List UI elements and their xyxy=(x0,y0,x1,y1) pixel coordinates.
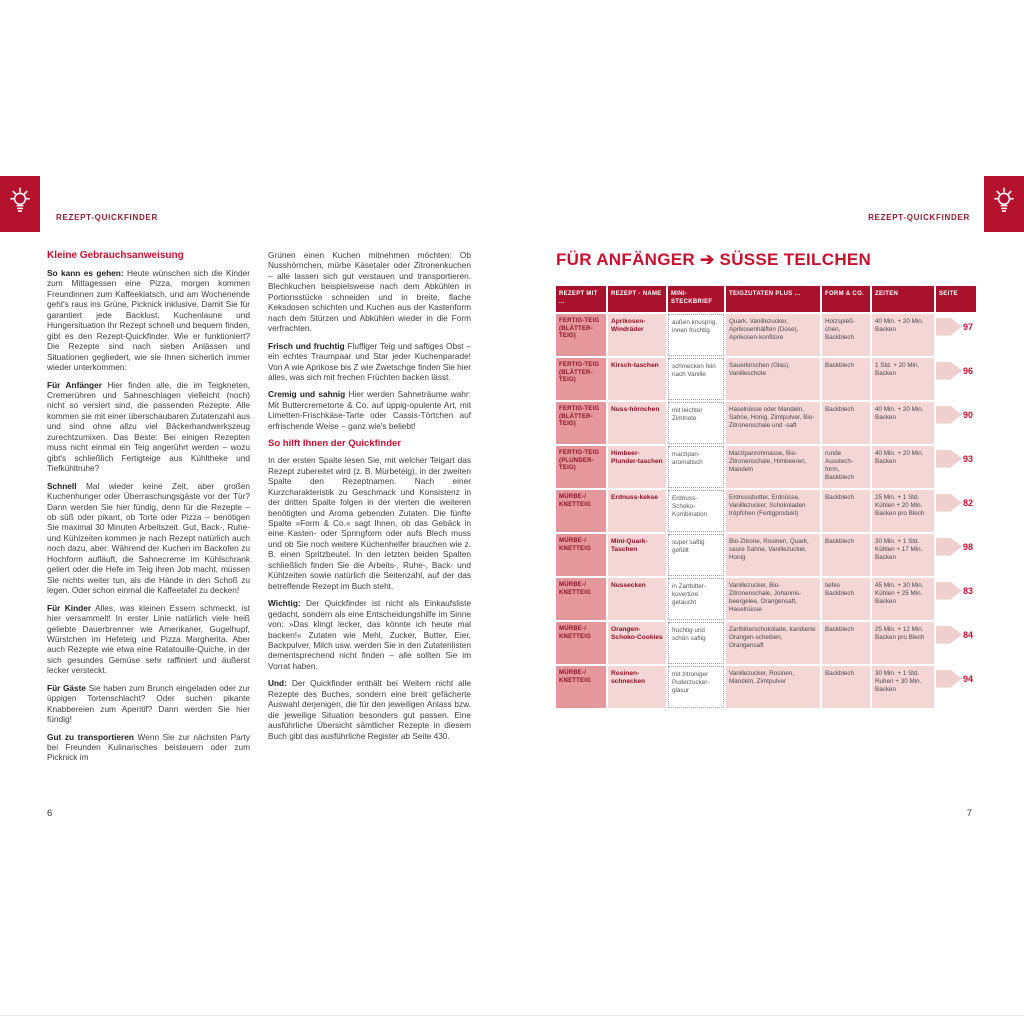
cell-zutaten: Erdnussbutter, Erdnüsse, Vanillezucker, Schokoladen tröpfchen (Fertigprodukt) xyxy=(726,490,820,532)
cell-teigart: FERTIG-TEIG (BLÄTTER-TEIG) xyxy=(556,358,606,400)
cell-steckbrief: in Zartbitter-kuvertüre getaucht xyxy=(668,578,724,620)
column-header: REZEPT MIT ... xyxy=(556,286,606,312)
page-ref: 93 xyxy=(962,453,973,464)
scan-edge-line xyxy=(0,1015,1024,1016)
cell-zeiten: 40 Min. + 20 Min. Backen xyxy=(872,402,934,444)
page-ref: 97 xyxy=(962,321,973,332)
paragraph-text: Grünen einen Kuchen mitnehmen möchten: Ob Nusshörnchen, mürbe Käsetaler oder Zitronenkuchen – alle lassen sich gut verstauen und transportieren. Blechkuchen beispielsweise nach dem Abkühlen in Portionsstücke schneiden und in breite, flache Keksdosen schichten und Kuchen aus der Kastenform nach dem Stürzen und Abkühlen wieder in die Form verfrachten. xyxy=(268,250,471,334)
arrow-shape xyxy=(936,406,962,424)
table-row xyxy=(556,446,980,488)
paragraph-text: Sie haben zum Brunch eingeladen oder zur üppigen Tortenschlacht? Oder suchen pikante Knabbereien zum Aperitif? Dann werden Sie hier fündig! xyxy=(47,682,250,725)
paragraph-lead: Cremig und sahnig xyxy=(268,389,346,400)
running-header-left: REZEPT-QUICKFINDER xyxy=(56,213,158,222)
cell-zeiten: 45 Min. + 30 Min. Kühlen + 25 Min. Backen xyxy=(872,578,934,620)
cell-seite xyxy=(936,402,976,444)
cell-steckbrief: schmecken fein nach Vanille xyxy=(668,358,724,400)
cell-steckbrief: mit leichter Zimtnote xyxy=(668,402,724,444)
cell-teigart: FERTIG-TEIG (BLÄTTER-TEIG) xyxy=(556,314,606,356)
paragraph-lead: Für Anfänger xyxy=(47,379,102,390)
column-header: FORM & CO. xyxy=(822,286,870,312)
paragraph xyxy=(47,481,250,596)
cell-zutaten: Vanillezucker, Rosinen, Mandeln, Zimtpulver xyxy=(726,666,820,708)
cell-zeiten: 25 Min. + 12 Min. Backen pro Blech xyxy=(872,622,934,664)
lightbulb-icon xyxy=(9,186,31,222)
paragraph-text: Der Quickfinder ist nicht als Einkaufsliste gedacht, sondern als eine Entscheidungshilfe im Sinne von: »Das klingt lecker, das könnte ich heute mal backen!« Zutaten wie Mehl, Zucker, Butter, Eier, Backpulver, Milch usw. werden Sie in den Zutatenlisten dementsprechend nicht finden – alle sollten Sie im Vorrat haben. xyxy=(268,598,471,671)
cell-seite xyxy=(936,314,976,356)
paragraph xyxy=(47,380,250,474)
cell-zeiten: 25 Min. + 1 Std. Kühlen + 20 Min. Backen pro Blech xyxy=(872,490,934,532)
cell-zeiten: 30 Min. + 1 Std. Ruhen + 30 Min. Backen xyxy=(872,666,934,708)
paragraph-text: Heute wünschen sich die Kinder zum Mittagessen eine Pizza, morgen kommen Freundinnen zum Kaffeeklatsch, und am Wochenende geht's raus ins Grüne, Picknick inklusive. Damit Sie für garantiert jede Backlust, Kuchenlaune und Hungersituation Ihr Rezept schnell und bequem finden, gibt es den Rezept-Quickfinder. Wie er funktioniert? Die Rezepte sind nach sieben Anlässen und Situationen gegliedert, wie sie Ihnen sicherlich immer wieder unterkommen: xyxy=(47,268,250,373)
cell-rezeptname: Orangen-Schoko-Cookies xyxy=(608,622,666,664)
column-header: TEIGZUTATEN PLUS ... xyxy=(726,286,820,312)
paragraph-text: Fluffiger Teig und saftiges Obst – ein echtes Traumpaar und Star jeder Kuchenparade! Von A wie Aprikose bis Z wie Zwetschge finden Sie hier alles, was sich mit frechen Früchten backen lässt. xyxy=(268,340,472,382)
cell-teigart: MÜRBE-/ KNETTEIG xyxy=(556,622,606,664)
paragraph-text: In der ersten Spalte lesen Sie, mit welcher Teigart das Rezept zubereitet wird (z. B. Mürbeteig), in der zweiten Spalte den Rezeptnamen. Nach einer Kurzcharakteristik zu Geschmack und Konsistenz in der dritten Spalte folgen in der vierten die weiteren benötigten und Aroma gebenden Zutaten. Die fünfte Spalte »Form & Co.« sagt Ihnen, ob das Gebäck in eine Kasten- oder Springform oder aufs Blech muss und ob Sie noch weitere Küchenhelfer brauchen wie z. B. einen Spritzbeutel. In den letzten beiden Spalten schließlich finden Sie die Arbeits-, Ruhe-, Back- und Kühlzeiten sowie natürlich die Seitenzahl, auf der das betreffende Rezept im Buch steht. xyxy=(268,455,471,591)
cell-steckbrief: super saftig gefüllt xyxy=(668,534,724,576)
cell-seite xyxy=(936,666,976,708)
page-ref: 96 xyxy=(962,365,973,376)
paragraph-text: Alles, was kleinen Essern schmeckt, ist hier versammelt! In erster Linie natürlich viele heiß geliebte Dauerbrenner wie Amerikaner, Gugelhupf, Würstchen im Hefeteig und Pizza Margherita. Aber auch Rezepte wie etwa eine Ratatouille-Quiche, in der sich gesundes Gemüse sehr raffiniert und äußerst lecker versteckt. xyxy=(47,602,251,676)
page-ref: 94 xyxy=(962,673,973,684)
paragraph-text: Mal wieder keine Zeit, aber großen Kuchenhunger oder Überraschungsgäste vor der Tür? Dann werden Sie hier fündig, denn für die Rezepte – ob süß oder pikant, ob Torte oder Pizza – benötigen Sie maximal 30 Minuten Arbeitszeit. Gut, Back-, Ruhe- und Kühlzeiten kommen je nach Rezept natürlich auch noch dazu, aber: Während der Kuchen im Backofen zu Hochform aufläuft, die Sahnecreme im Kühlschrank geliert oder die Hefe im Teig ihren Job macht, müssen Sie nichts weiter tun, als die Hände in den Schoß zu legen. Oder schon einmal die Kaffeetafel zu decken! xyxy=(47,480,250,596)
page-ref: 98 xyxy=(962,541,973,552)
table-header-row xyxy=(556,286,980,312)
paragraph-text: Hier finden alle, die im Teigkneten, Cremerühren und Sahneschlagen vielleicht (noch) nicht so versiert sind, die passenden Rezepte. Alle kommen sie mit einer überschaubaren Zutatenzahl aus und sind ohne allzu viel Bäckerhandwerkszeug zurechtzumixen. Das Beste: Bei einigen Rezepten muss nicht einmal ein Teig angerührt werden – wozu gibt's schließlich Fertigteige aus Kühltheke und Tiefkühltruhe? xyxy=(47,379,250,474)
page-title: FÜR ANFÄNGER ➔ SÜSSE TEILCHEN xyxy=(556,250,872,269)
cell-rezeptname: Kirsch-taschen xyxy=(608,358,666,400)
table-row xyxy=(556,622,980,664)
chapter-tab-left xyxy=(0,176,40,232)
quickfinder-table xyxy=(556,286,980,710)
cell-zutaten: Bio-Zitrone, Rosinen, Quark, saure Sahne, Vanillezucker, Honig xyxy=(726,534,820,576)
cell-form: Backblech xyxy=(822,666,870,708)
paragraph-lead: Für Kinder xyxy=(47,602,92,613)
paragraph xyxy=(47,732,250,763)
paragraph xyxy=(47,268,250,373)
cell-teigart: MÜRBE-/ KNETTEIG xyxy=(556,534,606,576)
cell-form: Backblech xyxy=(822,358,870,400)
page-number-left: 6 xyxy=(47,808,53,819)
cell-steckbrief: marzipan-aromatisch xyxy=(668,446,724,488)
column-header: SEITE xyxy=(936,286,976,312)
cell-seite xyxy=(936,490,976,532)
table-row xyxy=(556,490,980,532)
cell-zutaten: Quark, Vanillezucker, Aprikosenhälften (Dose), Aprikosen-konfitüre xyxy=(726,314,820,356)
cell-steckbrief: mit zitroniger Puderzucker-glasur xyxy=(668,666,724,708)
paragraph xyxy=(268,341,471,383)
arrow-shape xyxy=(936,626,962,644)
paragraph xyxy=(268,678,471,741)
cell-steckbrief: außen knusprig, innen fruchtig xyxy=(668,314,724,356)
arrow-shape xyxy=(936,538,962,556)
cell-seite xyxy=(936,446,976,488)
paragraph xyxy=(47,683,250,725)
cell-zeiten: 40 Min. + 20 Min. Backen xyxy=(872,314,934,356)
cell-teigart: MÜRBE-/ KNETTEIG xyxy=(556,578,606,620)
cell-form: Backblech xyxy=(822,534,870,576)
column-header: ZEITEN xyxy=(872,286,934,312)
paragraph xyxy=(268,389,471,431)
chapter-tab-right xyxy=(984,176,1024,232)
cell-form: runde Ausstech-form, Backblech xyxy=(822,446,870,488)
paragraph xyxy=(268,455,471,591)
table-row xyxy=(556,666,980,708)
left-page-column-1 xyxy=(47,250,250,770)
table-row xyxy=(556,358,980,400)
cell-rezeptname: Nuss-hörnchen xyxy=(608,402,666,444)
cell-rezeptname: Erdnuss-kekse xyxy=(608,490,666,532)
cell-teigart: FERTIG-TEIG (BLÄTTER-TEIG) xyxy=(556,402,606,444)
paragraph-lead: Für Gäste xyxy=(47,682,87,693)
cell-zeiten: 30 Min. + 1 Std. Kühlen + 17 Min. Backen xyxy=(872,534,934,576)
arrow-shape xyxy=(936,362,962,380)
section-heading: Kleine Gebrauchsanweisung xyxy=(47,250,184,261)
column-header: REZEPT - NAME xyxy=(608,286,666,312)
page-ref: 90 xyxy=(962,409,973,420)
column-header: MINI-STECKBRIEF xyxy=(668,286,724,312)
cell-steckbrief: fruchtig und schön saftig xyxy=(668,622,724,664)
arrow-shape xyxy=(936,494,962,512)
page-ref: 82 xyxy=(962,497,973,508)
cell-zutaten: Zartbitterschokolade, kandierte Orangen-scheiben, Orangensaft xyxy=(726,622,820,664)
cell-rezeptname: Nussecken xyxy=(608,578,666,620)
paragraph-text: Hier werden Sahneträume wahr: Mit Buttercremetorte & Co. auf üppig-opulente Art, mit Limetten-Frischkäse-Tarte oder Cassis-Törtchen auf erfrischende Weise – ganz wie's beliebt! xyxy=(268,389,471,431)
cell-zutaten: Haselnüsse oder Mandeln, Sahne, Honig, Zimtpulver, Bio-Zitronenschale und -saft xyxy=(726,402,820,444)
cell-rezeptname: Aprikosen-Windräder xyxy=(608,314,666,356)
paragraph-lead: Wichtig: xyxy=(268,598,301,609)
cell-zutaten: Sauerkirschen (Glas), Vanilleschote xyxy=(726,358,820,400)
cell-zutaten: Marzipanrohmasse, Bio-Zitronenschale, Himbeeren, Mandeln xyxy=(726,446,820,488)
cell-teigart: MÜRBE-/ KNETTEIG xyxy=(556,490,606,532)
cell-seite xyxy=(936,534,976,576)
paragraph-lead: So kann es gehen: xyxy=(47,268,124,278)
cell-zeiten: 40 Min. + 20 Min. Backen xyxy=(872,446,934,488)
paragraph xyxy=(268,250,471,334)
arrow-shape xyxy=(936,582,962,600)
cell-zutaten: Vanillezucker, Bio-Zitronenschale, Johannis-beergelee, Orangensaft, Haselnüsse xyxy=(726,578,820,620)
cell-steckbrief: Erdnuss-Schoko-Kombination xyxy=(668,490,724,532)
cell-rezeptname: Rosinen-schnecken xyxy=(608,666,666,708)
cell-seite xyxy=(936,578,976,620)
paragraph-lead: Frisch und fruchtig xyxy=(268,340,345,351)
paragraph-lead: Gut zu transportieren xyxy=(47,731,134,742)
paragraph-text: Wenn Sie zur nächsten Party bei Freunden Kulinarisches beisteuern oder zum Picknick im xyxy=(47,731,250,763)
table-row xyxy=(556,534,980,576)
paragraph-lead: Schnell xyxy=(47,480,77,491)
left-page-column-2 xyxy=(268,250,471,748)
paragraph xyxy=(268,598,471,671)
cell-teigart: FERTIG-TEIG (PLUNDER-TEIG) xyxy=(556,446,606,488)
paragraph xyxy=(47,603,250,676)
cell-form: Backblech xyxy=(822,402,870,444)
sub-heading: So hilft Ihnen der Quickfinder xyxy=(268,438,402,450)
paragraph-lead: Und: xyxy=(268,678,287,689)
arrow-shape xyxy=(936,318,962,336)
table-row xyxy=(556,578,980,620)
cell-seite xyxy=(936,622,976,664)
cell-form: Backblech xyxy=(822,490,870,532)
cell-rezeptname: Himbeer-Plunder-taschen xyxy=(608,446,666,488)
arrow-shape xyxy=(936,450,962,468)
paragraph-text: Der Quickfinder enthält bei Weitem nicht alle Rezepte des Buches, sondern eine breit gefächerte Auswahl derjenigen, die für den jeweiligen Anlass bzw. die jeweilige Situation besonders gut passen. Eine ausführliche Übersicht sämtlicher Rezepte in diesem Buch gibt das ausführliche Register ab Seite 430. xyxy=(268,678,471,741)
cell-form: Holzspieß-chen, Backblech xyxy=(822,314,870,356)
running-header-right: REZEPT-QUICKFINDER xyxy=(868,213,970,222)
lightbulb-icon xyxy=(993,186,1015,222)
cell-form: tiefes Backblech xyxy=(822,578,870,620)
page-ref: 83 xyxy=(962,585,973,596)
page-ref: 84 xyxy=(962,629,973,640)
page-number-right: 7 xyxy=(966,808,972,819)
cell-form: Backblech xyxy=(822,622,870,664)
cell-teigart: MÜRBE-/ KNETTEIG xyxy=(556,666,606,708)
cell-rezeptname: Mini-Quark-Taschen xyxy=(608,534,666,576)
cell-seite xyxy=(936,358,976,400)
cell-zeiten: 1 Std. + 20 Min. Backen xyxy=(872,358,934,400)
table-row xyxy=(556,402,980,444)
table-row xyxy=(556,314,980,356)
arrow-shape xyxy=(936,670,962,688)
